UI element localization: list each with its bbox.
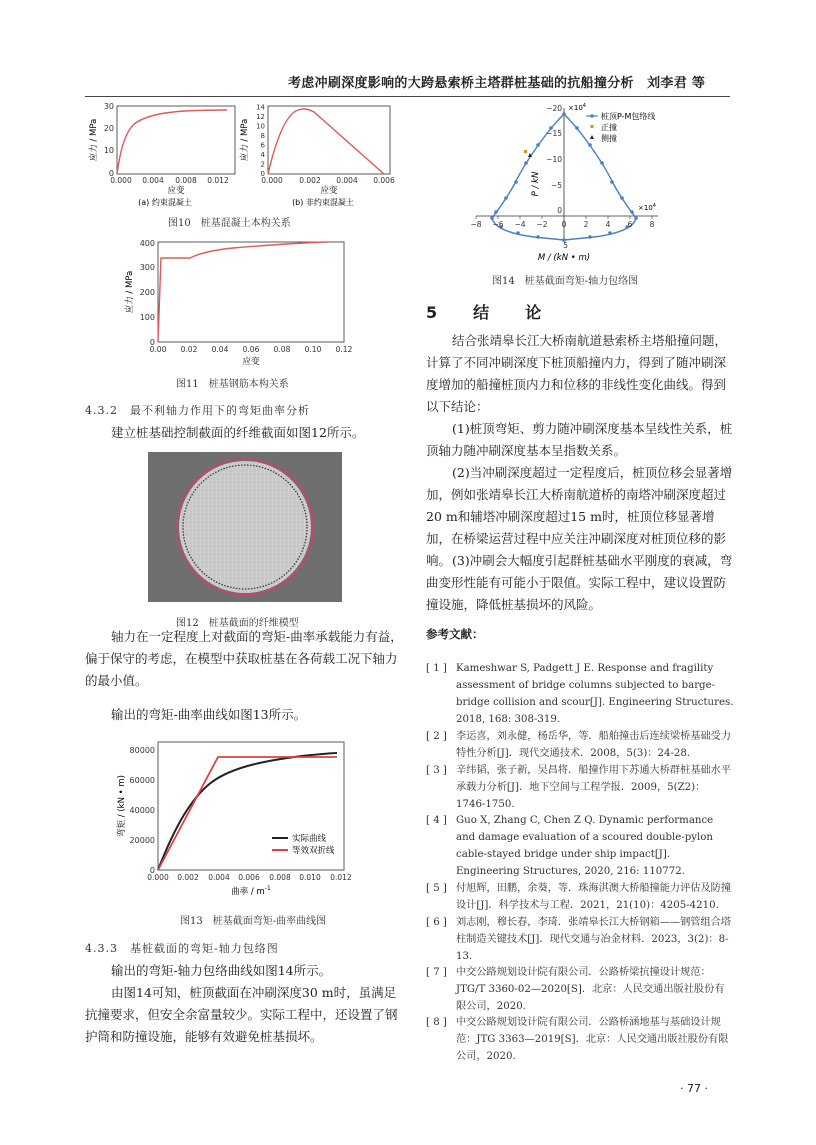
x-tick: 0.010	[299, 873, 321, 882]
paragraph: 结合张靖皋长江大桥南航道悬索桥主塔船撞问题，计算了不同冲刷深度下桩顶船撞内力，得到了随冲刷深度增加的船撞桩顶内力和位移的非线性变化曲线。得到以下结论：	[426, 333, 728, 414]
paragraph: 输出的弯矩-轴力包络曲线如图14所示。	[111, 963, 332, 978]
y-tick: 200	[139, 288, 155, 297]
x-tick: 0.000	[147, 873, 169, 882]
x-tick: 0.002	[299, 176, 321, 185]
reference-item: [ 7 ] 中交公路规划设计院有限公司．公路桥梁抗撞设计规范：JTG/T 3360-02—2020[S]．北京：人民交通出版社股份有限公司，2020.	[426, 967, 725, 1012]
x-axis-multiplier: $\times 10^4$	[638, 203, 656, 212]
figure-14-caption: 图14 桩基截面弯矩-轴力包络图	[492, 276, 639, 287]
confined-concrete-curve	[117, 110, 227, 174]
figure-12-caption: 图12 桩基截面的纤维模型	[176, 618, 299, 629]
y-tick: 0	[108, 169, 114, 178]
head-on-impact-marker	[524, 150, 527, 153]
y-tick: −10	[546, 155, 562, 164]
x-tick: −8	[470, 220, 482, 229]
y-tick: 0	[149, 338, 155, 347]
x-tick: 0.04	[211, 345, 229, 354]
y-tick: −15	[546, 129, 562, 138]
figure-11-chart	[118, 236, 358, 366]
figure-13-chart	[112, 734, 352, 910]
legend-bilinear: 等效双折线	[292, 846, 335, 856]
x-tick: 0.000	[110, 176, 132, 185]
legend-side: 侧撞	[601, 134, 617, 143]
reference-item: [ 1 ] Kameshwar S, Padgett J E. Response and fragility assessment of bridge columns subjected to barge-bridge collision and scour[J]. Engineering Structures. 2018, 168: 308-319.	[426, 663, 734, 725]
x-tick: 0.08	[273, 345, 291, 354]
section-4-3-2-heading: 4.3.2 最不利轴力作用下的弯矩曲率分析	[85, 404, 310, 417]
reference-item: [ 8 ] 中交公路规划设计院有限公司．公路桥涵地基与基础设计规范：JTG 3363—2019[S]．北京：人民交通出版社股份有限公司，2020.	[426, 1017, 729, 1062]
figure-10b-chart	[238, 100, 398, 208]
y-tick: 2	[260, 160, 265, 169]
y-tick: 10	[256, 122, 265, 131]
reference-item: [ 2 ] 李运喜，刘永健，杨岳华，等．船舶撞击后连续梁桥基础受力特性分析[J]．现代交通技术．2008，5(3)：24-28.	[426, 731, 732, 759]
x-tick: 0.12	[335, 345, 353, 354]
y-tick: 4	[260, 151, 265, 159]
section-4-3-3-heading: 4.3.3 基桩截面的弯矩-轴力包络图	[85, 942, 279, 955]
y-tick: 100	[139, 313, 155, 322]
y-tick: −20	[546, 104, 562, 113]
y-tick: 10	[103, 146, 114, 155]
subfigure-label: (b) 非约束混凝土	[292, 198, 354, 207]
y-tick: 300	[139, 263, 155, 272]
running-header: 考虑冲刷深度影响的大跨悬索桥主塔群桩基础的抗船撞分析 刘李君 等	[288, 76, 706, 91]
x-tick: 0	[561, 220, 567, 229]
y-axis-multiplier: $\times 10^4$	[568, 103, 586, 112]
x-tick: 0.004	[142, 176, 164, 185]
y-tick: 30	[103, 102, 114, 111]
y-tick: 0	[557, 206, 562, 215]
x-axis-label: 曲率 / $m^{-1}$	[231, 885, 271, 897]
y-axis-label: 应力 / MPa	[240, 118, 250, 162]
y-tick: 400	[139, 239, 155, 248]
figure-14-chart	[462, 100, 702, 268]
x-axis-label: 应变	[167, 186, 185, 196]
header-rule	[85, 96, 730, 97]
y-tick: 20000	[129, 836, 155, 845]
x-axis-label: 应变	[320, 186, 338, 196]
x-tick: 0.006	[238, 873, 260, 882]
unconfined-concrete-curve	[268, 109, 384, 174]
reference-item: [ 5 ] 付旭辉，田鹏，余葵，等．珠海淇澳大桥船撞能力评估及防撞设计[J]．科学技术与工程．2021，21(10)：4205-4210.	[426, 883, 732, 911]
y-tick: 5	[563, 241, 568, 250]
y-axis-label: 应力 / MPa	[89, 118, 99, 162]
x-axis-label: 应变	[242, 357, 260, 366]
x-tick: 8	[649, 220, 655, 229]
y-axis-label: 弯矩 / (kN • m)	[117, 775, 127, 837]
section-5-title: 5 结 论	[426, 303, 552, 322]
reference-item: [ 4 ] Guo X, Zhang C, Chen Z Q. Dynamic performance and damage evaluation of a scoured double-pylon cable-stayed bridge under ship impact[J]. Engineering Structures, 2020, 216: 110772.	[426, 815, 714, 877]
paragraph: 建立桩基础控制截面的纤维截面如图12所示。	[111, 425, 365, 440]
x-tick: 0.004	[336, 176, 358, 185]
x-tick: 0.012	[330, 873, 352, 882]
paragraph: (2)当冲刷深度超过一定程度后，桩顶位移会显著增加，例如张靖皋长江大桥南航道桥的南塔冲刷深度超过20 m和辅塔冲刷深度超过15 m时，桩顶位移显著增加，在桥梁运营过程中应关注冲刷深度对桩顶位移的影响。	[426, 465, 733, 568]
x-tick: −2	[536, 220, 548, 229]
x-tick: 0.06	[242, 345, 260, 354]
x-tick: 0.000	[261, 176, 283, 185]
figure-13-caption: 图13 桩基截面弯矩-曲率曲线图	[180, 916, 327, 927]
y-tick: 12	[256, 113, 265, 121]
x-axis-label: M / (kN • m)	[537, 253, 591, 263]
x-tick: 2	[583, 220, 589, 229]
x-tick: 0.012	[207, 176, 229, 185]
paragraph: (3)冲刷会大幅度引起群桩基础水平刚度的衰减，弯曲变形性能有可能小于限值。实际工程中，建议设置防撞设施，降低桩基损坏的风险。	[426, 553, 733, 612]
y-tick: 80000	[129, 746, 155, 755]
x-tick: 0.02	[180, 345, 198, 354]
y-tick: 0	[149, 866, 155, 875]
x-tick: 0.008	[269, 873, 291, 882]
figure-10a-chart	[85, 100, 245, 208]
legend-envelope: 桩顶P-M包络线	[601, 112, 656, 121]
steel-stress-strain-curve	[158, 242, 328, 342]
page-number: · 77 ·	[680, 1082, 708, 1095]
paragraph: (1)桩顶弯矩、剪力随冲刷深度基本呈线性关系，桩顶轴力随冲刷深度基本呈指数关系。	[426, 421, 733, 458]
paragraph: 输出的弯矩-曲率曲线如图13所示。	[111, 707, 307, 722]
paragraph: 轴力在一定程度上对截面的弯矩-曲率承载能力有益，偏于保守的考虑，在模型中获取桩基在各荷载工况下轴力的最小值。	[85, 629, 403, 688]
paragraph: 由图14可知，桩顶截面在冲刷深度30 m时，虽满足抗撞要求，但安全余富量较少。实际工程中，还设置了钢护筒和防撞设施，能够有效避免桩基损坏。	[85, 985, 398, 1044]
x-tick: 4	[605, 220, 611, 229]
y-tick: 8	[260, 132, 265, 140]
x-tick: 0.006	[373, 176, 395, 185]
x-tick: 0.00	[149, 345, 167, 354]
y-tick: 60000	[129, 776, 155, 785]
x-tick: 0.008	[175, 176, 197, 185]
y-tick: 14	[256, 103, 265, 112]
y-tick: 40000	[129, 806, 155, 815]
legend-actual: 实际曲线	[292, 834, 327, 844]
reference-item: [ 3 ] 辛纬韬，张子新，吴昌将．船撞作用下苏通大桥群桩基础水平承载力分析[J]．地下空间与工程学报．2009，5(Z2)：1746-1750.	[426, 765, 732, 810]
subfigure-label: (a) 约束混凝土	[138, 198, 192, 207]
y-axis-label: P / kN	[531, 171, 541, 197]
x-tick: −6	[492, 220, 504, 229]
y-tick: 20	[103, 124, 114, 133]
x-tick: −4	[514, 220, 526, 229]
references-title: 参考文献：	[426, 627, 484, 641]
reference-item: [ 6 ] 刘志刚，穆长春，李琦．张靖皋长江大桥钢箱——钢管组合塔柱制造关键技术[J]．现代交通与冶金材料．2023，3(2)：8-13.	[426, 917, 732, 962]
x-tick: 0.004	[208, 873, 230, 882]
y-tick: 0	[260, 170, 265, 178]
x-tick: 0.10	[304, 345, 322, 354]
figure-12-fiber-model	[148, 452, 342, 602]
x-tick: 6	[627, 220, 633, 229]
y-tick: 6	[260, 141, 265, 150]
legend-head-on: 正撞	[601, 123, 617, 132]
y-tick: −5	[550, 181, 562, 190]
figure-11-caption: 图11 桩基钢筋本构关系	[176, 379, 289, 390]
figure-10-caption: 图10 桩基混凝土本构关系	[168, 218, 291, 229]
x-tick: 0.002	[177, 873, 199, 882]
y-axis-label: 应力 / MPa	[125, 270, 135, 314]
